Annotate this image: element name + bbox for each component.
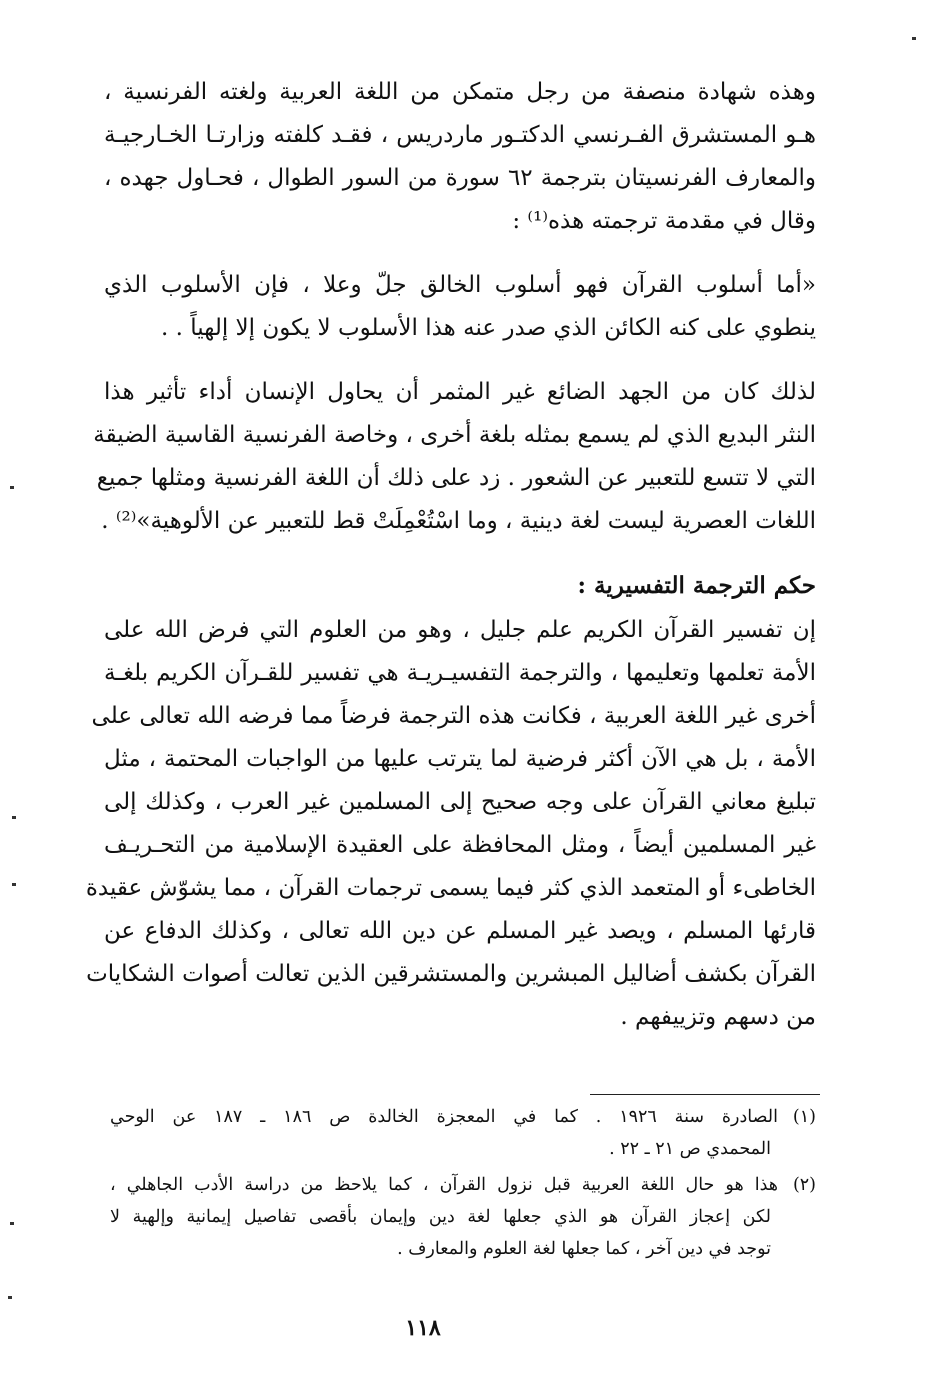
text-line: الأمة ، بل هي الآن أكثر فرضية لما يترتب عليها من الواجبات المحتمة ، مثل <box>104 746 816 772</box>
text-line: تبليغ معاني القرآن على وجه صحيح إلى المسلمين غير العرب ، وكذلك إلى <box>104 789 816 815</box>
text-line: لذلك كان من الجهد الضائع غير المثمر أن يحاول الإنسان أداء تأثير هذا <box>104 379 816 405</box>
scan-speck <box>12 883 16 886</box>
text-line: والمعارف الفرنسيتان بترجمة ٦٢ سورة من السور الطوال ، فحـاول جهده ، <box>104 165 816 191</box>
text-line: القرآن بكشف أضاليل المبشرين والمستشرقين الذين تعالت أصوات الشكايات <box>86 961 816 987</box>
scan-speck <box>10 1222 14 1225</box>
scan-speck <box>8 1296 12 1299</box>
footnote-number: (٢) <box>792 1175 816 1195</box>
footnote-1-line: المحمدي ص ٢١ ـ ٢٢ . <box>609 1139 771 1159</box>
text-line: من دسهم وتزييفهم . <box>620 1004 816 1030</box>
footnote-rule <box>590 1094 820 1095</box>
footnote-2-line <box>110 1170 816 1201</box>
text-line: أخرى غير اللغة العربية ، فكانت هذه الترجمة فرضاً مما فرضه الله تعالى على <box>91 703 816 729</box>
text-line: اللغات العصرية ليست لغة دينية ، وما اسْتُعْمِلَتْ قط للتعبير عن الألوهية»⁽²⁾ . <box>101 508 816 534</box>
page-number: ١١٨ <box>405 1315 441 1341</box>
quote-line: ينطوي على كنه الكائن الذي صدر عنه هذا الأسلوب لا يكون إلا إلهياً . . <box>161 315 816 341</box>
scan-speck <box>912 37 916 40</box>
text-line: الأمة تعلمها وتعليمها ، والترجمة التفسيـريـة هي تفسير للقـرآن الكريم بلغـة <box>104 660 816 686</box>
text-line: النثر البديع الذي لم يسمع بمثله بلغة أخرى ، وخاصة الفرنسية القاسية الضيقة <box>93 422 816 448</box>
text-line: هـو المستشرق الفـرنسي الدكتـور ماردريس ، فقـد كلفته وزارتـا الخـارجيـة <box>104 122 816 148</box>
text-line: التي لا تتسع للتعبير عن الشعور . زد على ذلك أن اللغة الفرنسية ومثلها جميع <box>96 465 816 491</box>
text-line: قارئها المسلم ، ويصد غير المسلم عن دين الله تعالى ، وكذلك الدفاع عن <box>104 918 816 944</box>
quote-line: «أما أسلوب القرآن فهو أسلوب الخالق جلّ وعلا ، فإن الأسلوب الذي <box>104 272 816 298</box>
footnote-2-line: لكن إعجاز القرآن هو الذي جعلها لغة دين وإيمان بأقصى تفاصيل إيمانية وإلهية لا <box>110 1207 771 1227</box>
footnote-2-line: توجد في دين آخر ، كما جعلها لغة العلوم والمعارف . <box>397 1239 771 1259</box>
scan-speck <box>10 486 14 489</box>
text-line: الخاطىء أو المتعمد الذي كثر فيما يسمى ترجمات القرآن ، مما يشوّش عقيدة <box>85 875 816 901</box>
scan-speck <box>12 816 16 819</box>
footnote-1-line <box>110 1102 816 1133</box>
text-line: وهذه شهادة منصفة من رجل متمكن من اللغة العربية ولغته الفرنسية ، <box>104 79 816 105</box>
footnote-text: هذا هو حال اللغة العربية قبل نزول القرآن ، كما يلاحظ من دراسة الأدب الجاهلي ، <box>110 1175 778 1195</box>
text-line: غير المسلمين أيضاً ، ومثل المحافظة على العقيدة الإسلامية من التحـريـف <box>104 832 816 858</box>
footnote-text: الصادرة سنة ١٩٢٦ . كما في المعجزة الخالدة ص ١٨٦ ـ ١٨٧ عن الوحي <box>110 1107 778 1127</box>
text-line: وقال في مقدمة ترجمته هذه⁽¹⁾ : <box>512 208 816 234</box>
text-line: إن تفسير القرآن الكريم علم جليل ، وهو من العلوم التي فرض الله على <box>104 617 816 643</box>
section-heading: حكم الترجمة التفسيرية : <box>577 572 816 599</box>
footnote-number: (١) <box>792 1107 816 1127</box>
